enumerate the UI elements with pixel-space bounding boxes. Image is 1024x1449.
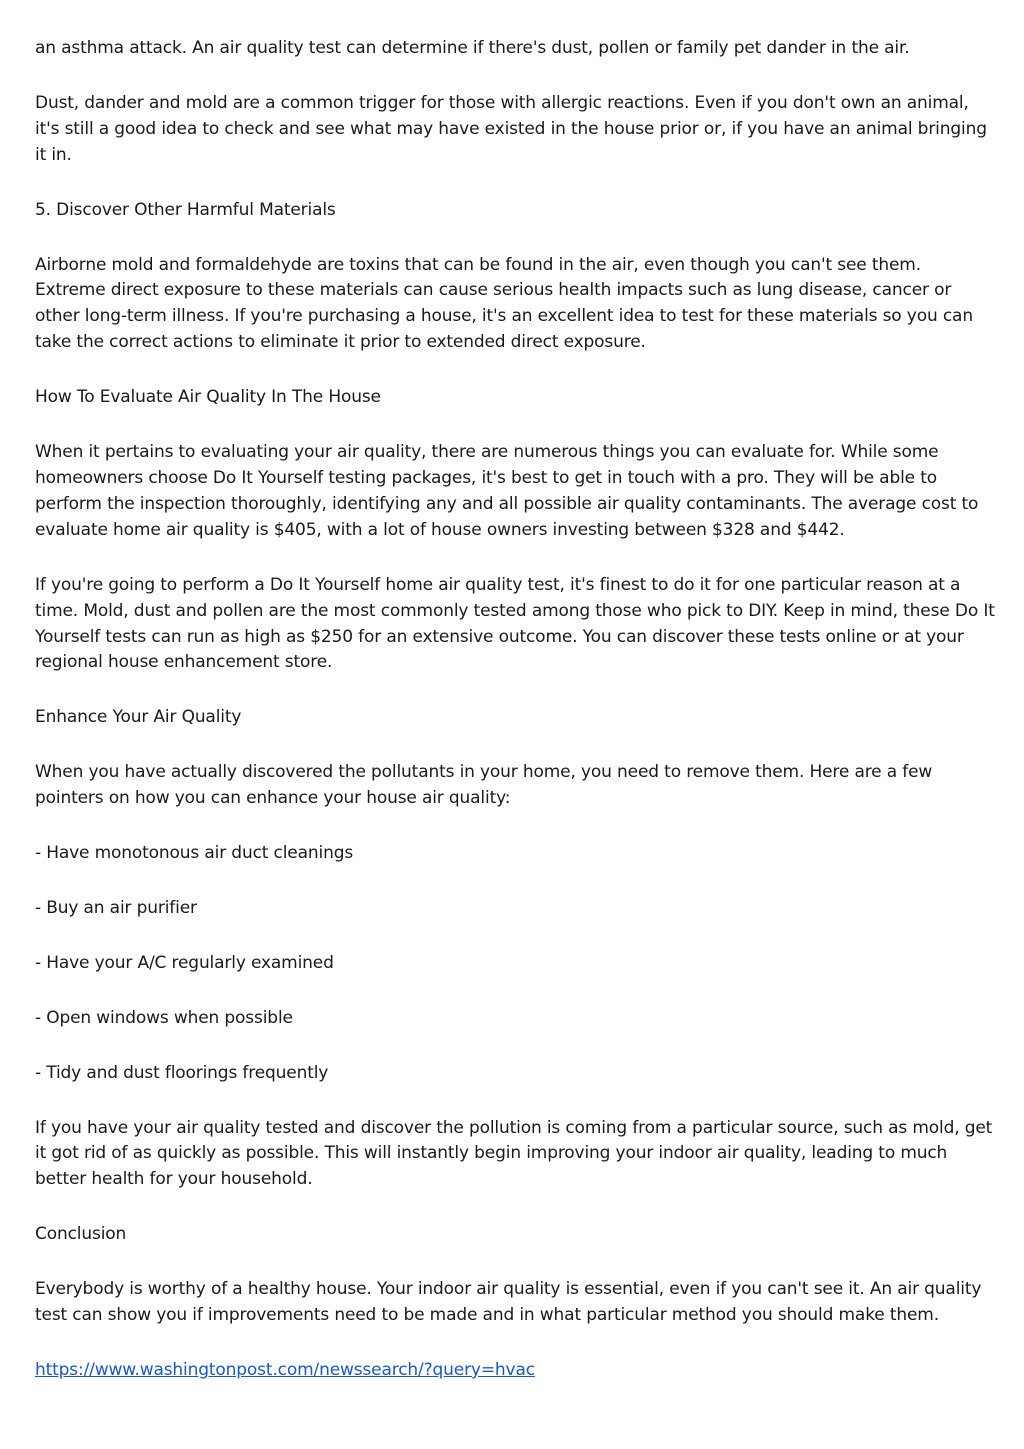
list-item-duct-cleanings: - Have monotonous air duct cleanings — [35, 843, 354, 864]
paragraph-dust-dander: Dust, dander and mold are a common trigger for those with allergic reactions. Even if you don't own an animal, it's still a good idea to check and see what may have existed in the house prior or, if you have an animal bringing it in. — [35, 92, 987, 165]
paragraph-pointers: When you have actually discovered the pollutants in your home, you need to remove them. Here are a few pointers on how you can enhance your house air quality: — [35, 762, 933, 809]
heading-evaluate-air-quality: How To Evaluate Air Quality In The House — [35, 387, 381, 408]
paragraph-airborne-mold: Airborne mold and formaldehyde are toxins that can be found in the air, even though you can't see them. Extreme direct exposure to these materials can cause serious health impacts such as lung disease, cancer or other long-term illness. If you're purchasing a house, it's an excellent idea to test for these materials so you can take the correct actions to eliminate it prior to extended direct exposure. — [35, 254, 973, 353]
paragraph-pollution-source: If you have your air quality tested and discover the pollution is coming from a particular source, such as mold, get it got rid of as quickly as possible. This will instantly begin improving your indoor air quality, leading to much better health for your household. — [35, 1117, 993, 1190]
paragraph-diy-test: If you're going to perform a Do It Yourself home air quality test, it's finest to do it for one particular reason at a time. Mold, dust and pollen are the most commonly tested among those who pick to DIY. Keep in mind, these Do It Yourself tests can run as high as $250 for an extensive outcome. You can discover these tests online or at your regional house enhancement store. — [35, 574, 995, 673]
link-paragraph — [35, 1358, 995, 1384]
document-blocks — [35, 36, 995, 1329]
paragraph-healthy-house: Everybody is worthy of a healthy house. Your indoor air quality is essential, even if you can't see it. An air quality test can show you if improvements need to be made and in what particular method you should make them. — [35, 1279, 982, 1326]
washingtonpost-link[interactable]: https://www.washingtonpost.com/newssearch/?query=hvac — [35, 1360, 535, 1380]
document-body — [35, 36, 995, 1384]
heading-discover-harmful-materials: 5. Discover Other Harmful Materials — [35, 199, 336, 220]
heading-conclusion: Conclusion — [35, 1224, 127, 1245]
list-item-open-windows: - Open windows when possible — [35, 1007, 293, 1028]
list-item-ac-examined: - Have your A/C regularly examined — [35, 952, 334, 973]
list-item-tidy-floorings: - Tidy and dust floorings frequently — [35, 1062, 329, 1083]
list-item-air-purifier: - Buy an air purifier — [35, 897, 197, 918]
paragraph-evaluating: When it pertains to evaluating your air quality, there are numerous things you can evaluate for. While some homeowners choose Do It Yourself testing packages, it's best to get in touch with a pro. They will be able to perform the inspection thoroughly, identifying any and all possible air quality contaminants. The average cost to evaluate home air quality is $405, with a lot of house owners investing between $328 and $442. — [35, 442, 979, 540]
paragraph-asthma: an asthma attack. An air quality test can determine if there's dust, pollen or family pet dander in the air. — [35, 38, 910, 58]
heading-enhance-air-quality: Enhance Your Air Quality — [35, 707, 242, 728]
